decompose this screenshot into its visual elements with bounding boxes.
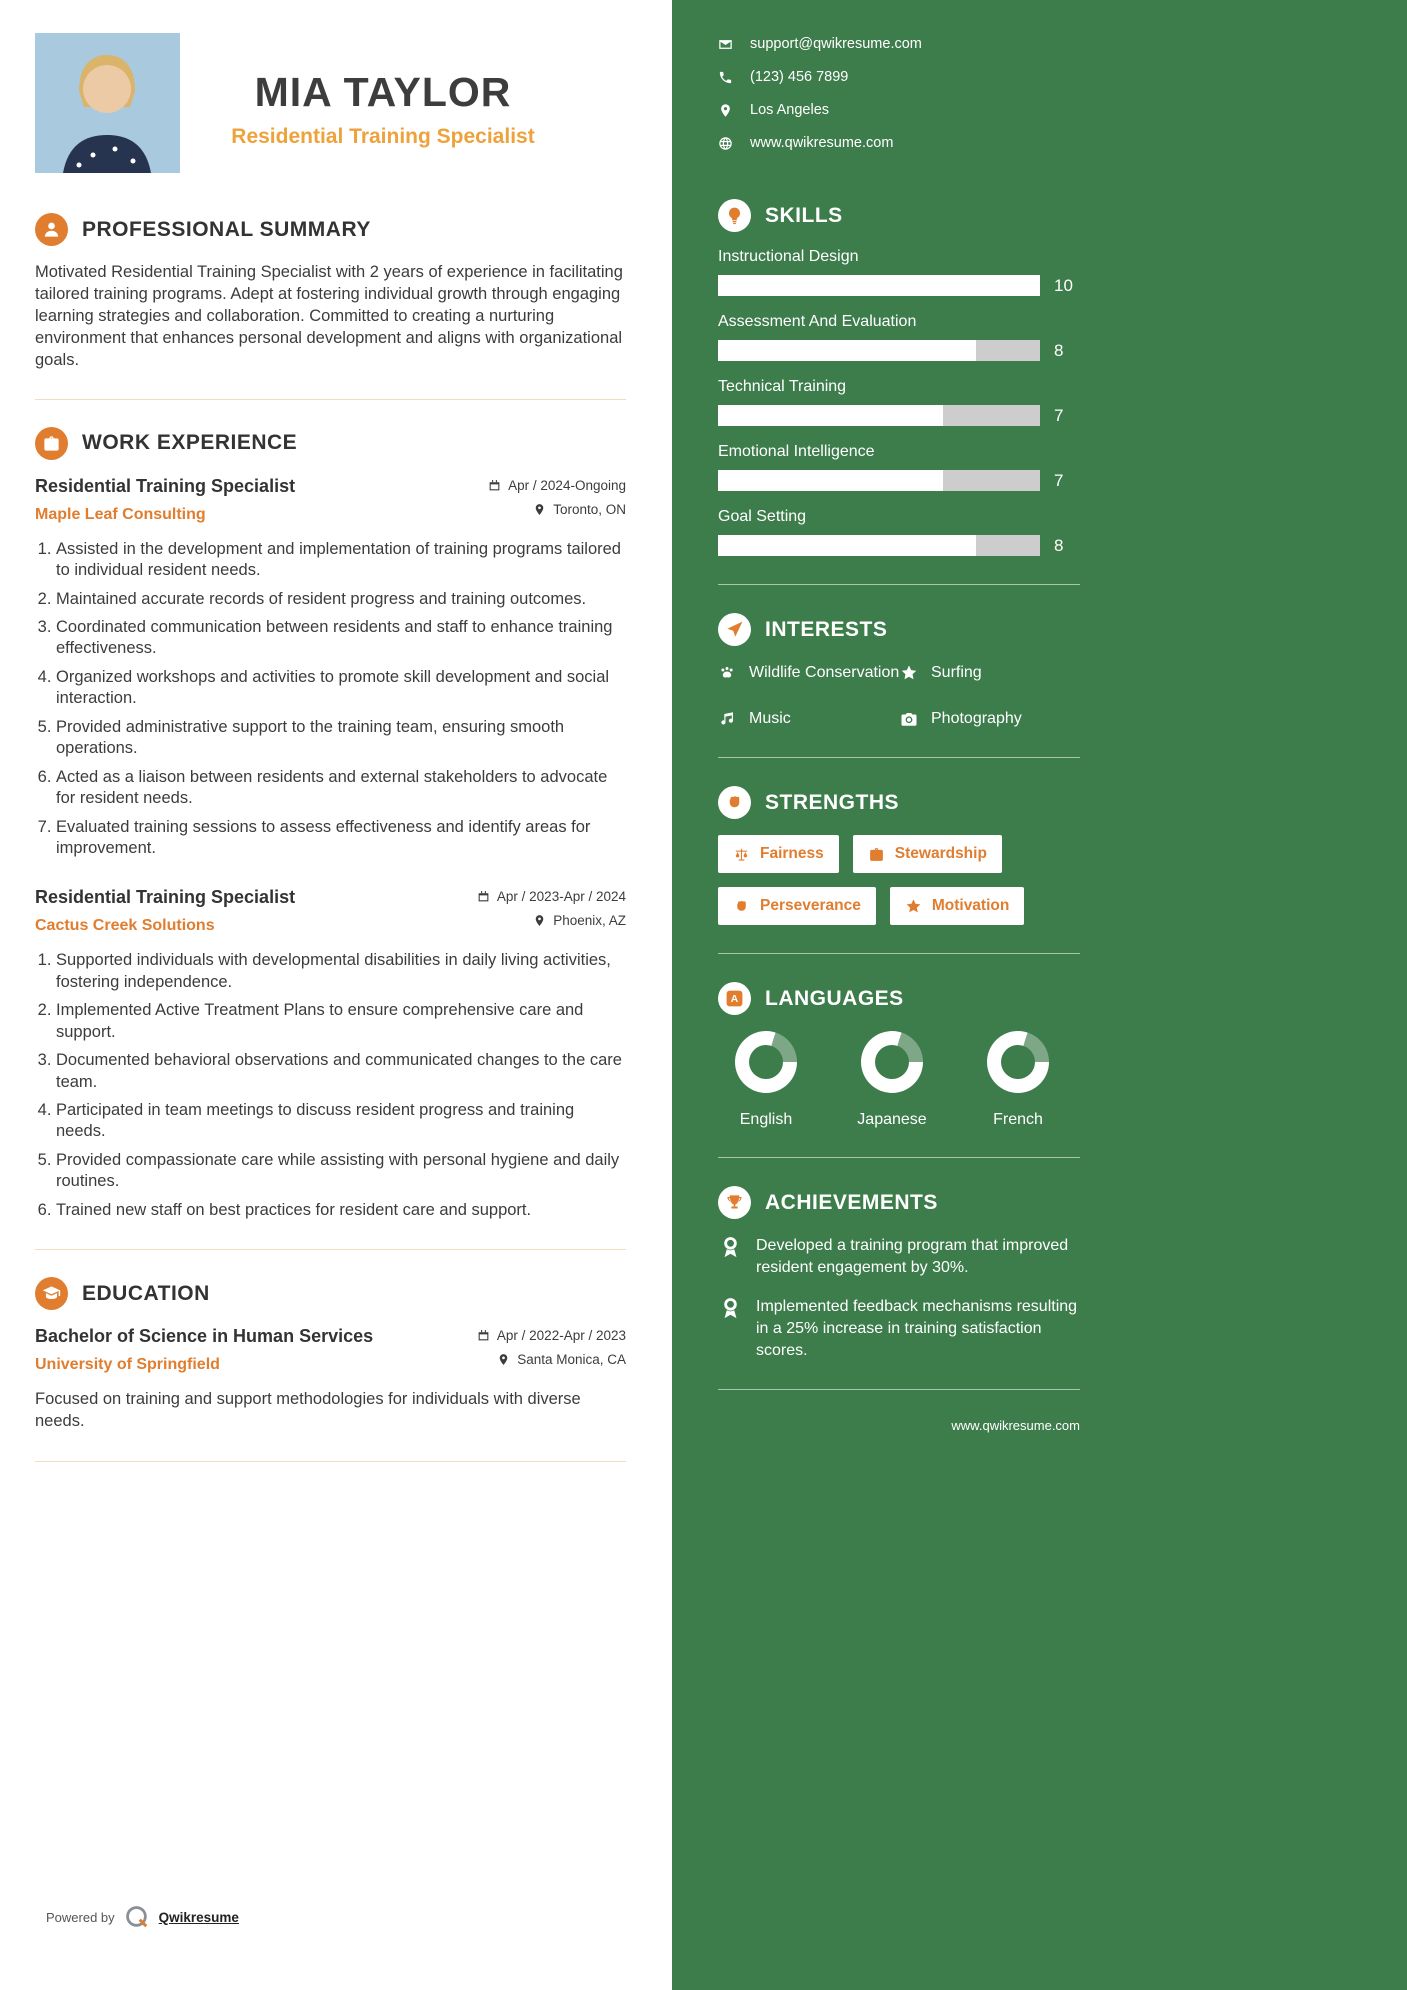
envelope-icon (718, 37, 733, 52)
interests-grid (718, 662, 1080, 729)
skill-bar (718, 470, 1040, 491)
job-bullet: 1. Assisted in the development and implementation of training programs tailored to individual resident needs. (56, 539, 626, 582)
scale-icon (733, 846, 750, 863)
skill-bar-fill (718, 535, 976, 556)
job-location: Toronto, ON (553, 501, 626, 517)
skill-label: Emotional Intelligence (718, 443, 875, 460)
language-label: English (739, 1111, 793, 1129)
interest-label: Surfing (931, 664, 982, 681)
skill-item (718, 443, 1080, 491)
contact-location: Los Angeles (750, 102, 830, 118)
skill-bar-fill (718, 405, 943, 426)
profile-photo (35, 33, 180, 173)
job-company: Cactus Creek Solutions (35, 917, 215, 935)
education-entry (35, 1326, 626, 1433)
main-column (0, 0, 672, 1990)
calendar-icon (477, 1329, 490, 1342)
job-meta (488, 476, 626, 526)
job-dates: Apr / 2023-Apr / 2024 (496, 889, 626, 905)
location-pin-icon (497, 1353, 510, 1366)
skill-value: 8 (1054, 340, 1064, 360)
calendar-icon (488, 479, 501, 492)
divider (718, 1157, 1080, 1158)
briefcase-icon (868, 846, 885, 863)
award-ribbon-icon (718, 1296, 743, 1321)
skill-bar-fill (718, 340, 976, 361)
job-location-row (488, 502, 626, 517)
language-label: Japanese (857, 1111, 927, 1129)
skills-section (718, 199, 1080, 556)
strength-label: Perseverance (760, 897, 861, 915)
job-entry (35, 476, 626, 860)
job-dates-row (477, 889, 626, 904)
camera-icon (900, 710, 918, 728)
qwikresume-link[interactable]: Qwikresume (158, 1909, 239, 1925)
job-bullet: 2. Implemented Active Treatment Plans to ensure comprehensive care and support. (56, 1000, 626, 1043)
work-section (35, 427, 626, 1222)
job-header (35, 476, 626, 526)
job-meta (477, 887, 626, 937)
strength-label: Fairness (760, 845, 824, 863)
job-bullet: 4. Organized workshops and activities to promote skill development and social interaction. (56, 667, 626, 710)
interest-item (718, 708, 900, 730)
location-pin-icon (718, 103, 733, 118)
education-section (35, 1277, 626, 1433)
job-bullet: 6. Acted as a liaison between residents and external stakeholders to advocate for resident needs. (56, 767, 626, 810)
divider (718, 584, 1080, 585)
languages-section-header (718, 982, 1080, 1015)
skill-label: Instructional Design (718, 248, 859, 265)
fist-icon (733, 898, 750, 915)
strength-item (718, 835, 839, 873)
job-location-row (477, 913, 626, 928)
interest-item (900, 662, 1080, 684)
contact-email-row (718, 36, 1080, 52)
skill-bar (718, 535, 1040, 556)
strengths-grid (718, 835, 1080, 925)
skill-bar (718, 405, 1040, 426)
job-bullet: 3. Documented behavioral observations and communicated changes to the care team. (56, 1050, 626, 1093)
strength-item (853, 835, 1002, 873)
achievement-item (718, 1296, 1080, 1361)
star-icon (900, 664, 918, 682)
contact-block (718, 36, 1080, 151)
skills-heading: SKILLS (765, 203, 843, 227)
summary-section (35, 213, 626, 372)
fist-icon (718, 786, 751, 819)
music-note-icon (718, 710, 736, 728)
job-location: Phoenix, AZ (553, 913, 626, 929)
interest-item (900, 708, 1080, 730)
skills-section-header (718, 199, 1080, 232)
education-section-header (35, 1277, 626, 1310)
skill-row (718, 535, 1080, 556)
skill-row (718, 470, 1080, 491)
skill-item (718, 248, 1080, 296)
summary-section-header (35, 213, 626, 246)
star-icon (905, 898, 922, 915)
person-name: MIA TAYLOR (254, 69, 512, 115)
languages-grid (718, 1031, 1080, 1129)
education-dates-row (477, 1328, 626, 1343)
job-title: Residential Training Specialist (35, 475, 296, 496)
languages-section (718, 982, 1080, 1129)
job-bullet: 5. Provided compassionate care while assisting with personal hygiene and daily routines. (56, 1150, 626, 1193)
skill-bar (718, 275, 1040, 296)
skill-value: 7 (1054, 470, 1064, 490)
strength-item (718, 887, 876, 925)
qwikresume-logo-icon (124, 1904, 150, 1930)
globe-icon (718, 136, 733, 151)
skill-row (718, 340, 1080, 361)
divider (718, 757, 1080, 758)
contact-location-row (718, 102, 1080, 118)
job-dates: Apr / 2024-Ongoing (508, 477, 626, 493)
skill-label: Technical Training (718, 378, 847, 395)
location-pin-icon (533, 914, 546, 927)
job-bullet: 2. Maintained accurate records of resident progress and training outcomes. (56, 589, 626, 610)
language-donut-chart (987, 1031, 1049, 1093)
strengths-heading: STRENGTHS (765, 790, 900, 814)
divider (718, 1389, 1080, 1390)
award-ribbon-icon (718, 1235, 743, 1260)
divider (718, 953, 1080, 954)
skill-label: Goal Setting (718, 508, 807, 525)
interests-heading: INTERESTS (765, 617, 888, 641)
location-pin-icon (533, 503, 546, 516)
job-bullet: 6. Trained new staff on best practices for resident care and support. (56, 1200, 626, 1221)
divider (35, 1461, 626, 1462)
education-header (35, 1326, 626, 1376)
strengths-section (718, 786, 1080, 925)
language-item (718, 1031, 814, 1129)
translate-icon (718, 982, 751, 1015)
lightbulb-icon (718, 199, 751, 232)
skill-item (718, 313, 1080, 361)
paper-plane-icon (718, 613, 751, 646)
person-title: Residential Training Specialist (231, 125, 535, 148)
svg-text:A: A (730, 994, 739, 1006)
job-bullet: 5. Provided administrative support to the training team, ensuring smooth operations. (56, 717, 626, 760)
strength-item (890, 887, 1025, 925)
divider (35, 399, 626, 400)
interest-label: Music (749, 709, 791, 727)
job-header-left (35, 887, 295, 937)
contact-email[interactable]: support@qwikresume.com (750, 36, 922, 52)
work-heading: WORK EXPERIENCE (82, 431, 298, 455)
powered-by-footer (46, 1904, 239, 1930)
briefcase-icon (35, 427, 68, 460)
sidebar (672, 0, 1407, 1990)
interest-label: Photography (931, 709, 1022, 727)
contact-website[interactable]: www.qwikresume.com (750, 135, 894, 151)
skill-bar (718, 340, 1040, 361)
job-entry (35, 887, 626, 1221)
skill-value: 8 (1054, 535, 1064, 555)
job-title: Residential Training Specialist (35, 887, 296, 908)
interest-item (718, 662, 900, 684)
header (35, 33, 626, 173)
skill-value: 10 (1054, 275, 1073, 295)
job-header (35, 887, 626, 937)
trophy-icon (718, 1186, 751, 1219)
contact-phone: (123) 456 7899 (750, 69, 849, 85)
strengths-section-header (718, 786, 1080, 819)
achievement-text: Developed a training program that improved resident engagement by 30%. (756, 1237, 1069, 1276)
job-bullet: 1. Supported individuals with developmental disabilities in daily living activities, fostering independence. (56, 950, 626, 993)
skill-bar-fill (718, 275, 1040, 296)
education-meta (477, 1326, 626, 1376)
achievement-item (718, 1235, 1080, 1278)
education-dates: Apr / 2022-Apr / 2023 (496, 1328, 626, 1344)
strength-label: Motivation (931, 897, 1010, 915)
school: University of Springfield (35, 1356, 220, 1374)
powered-by-label: Powered by (46, 1909, 115, 1925)
interests-section (718, 613, 1080, 729)
header-text (180, 33, 626, 173)
skill-label: Assessment And Evaluation (718, 313, 917, 330)
achievement-text: Implemented feedback mechanisms resulting in a 25% increase in training satisfaction scores. (756, 1298, 1078, 1359)
achievements-heading: ACHIEVEMENTS (765, 1190, 938, 1214)
summary-heading: PROFESSIONAL SUMMARY (82, 217, 371, 241)
sidebar-content (718, 36, 1080, 1433)
job-bullet: 7. Evaluated training sessions to assess effectiveness and identify areas for improvement. (56, 817, 626, 860)
calendar-icon (477, 890, 490, 903)
language-donut-chart (735, 1031, 797, 1093)
skill-item (718, 378, 1080, 426)
skill-item (718, 508, 1080, 556)
job-bullet: 4. Participated in team meetings to discuss resident progress and training needs. (56, 1100, 626, 1143)
education-location-row (477, 1352, 626, 1367)
languages-heading: LANGUAGES (765, 986, 904, 1010)
achievements-section-header (718, 1186, 1080, 1219)
education-location: Santa Monica, CA (517, 1352, 626, 1368)
user-icon (35, 213, 68, 246)
job-bullet-list (35, 950, 626, 1221)
sidebar-website-footer[interactable]: www.qwikresume.com (951, 1418, 1080, 1434)
strength-label: Stewardship (894, 845, 987, 863)
job-bullet: 3. Coordinated communication between residents and staff to enhance training effectiveness. (56, 617, 626, 660)
summary-text: Motivated Residential Training Specialist with 2 years of experience in facilitating tailored training programs. Adept at fostering individual growth through engaging learning strategies and collaboration. Committed to creating a nurturing environment that enhances personal development and aligns with organizational goals. (35, 263, 623, 369)
phone-icon (718, 70, 733, 85)
education-heading: EDUCATION (82, 1281, 210, 1305)
interests-section-header (718, 613, 1080, 646)
job-company: Maple Leaf Consulting (35, 505, 206, 523)
paw-icon (718, 664, 736, 682)
contact-website-row (718, 135, 1080, 151)
graduation-cap-icon (35, 1277, 68, 1310)
education-header-left (35, 1326, 373, 1376)
job-bullet-list (35, 539, 626, 860)
work-section-header (35, 427, 626, 460)
contact-phone-row (718, 69, 1080, 85)
skill-bar-fill (718, 470, 943, 491)
achievements-section (718, 1186, 1080, 1361)
degree: Bachelor of Science in Human Services (35, 1326, 374, 1347)
language-donut-chart (861, 1031, 923, 1093)
language-item (844, 1031, 940, 1129)
skill-row (718, 275, 1080, 296)
job-dates-row (488, 478, 626, 493)
interest-label: Wildlife Conservation (749, 664, 900, 681)
job-header-left (35, 476, 295, 526)
education-description: Focused on training and support methodologies for individuals with diverse needs. (35, 1390, 581, 1431)
skill-row (718, 405, 1080, 426)
divider (35, 1249, 626, 1250)
language-label: French (993, 1111, 1043, 1129)
skill-value: 7 (1054, 405, 1064, 425)
language-item (970, 1031, 1066, 1129)
